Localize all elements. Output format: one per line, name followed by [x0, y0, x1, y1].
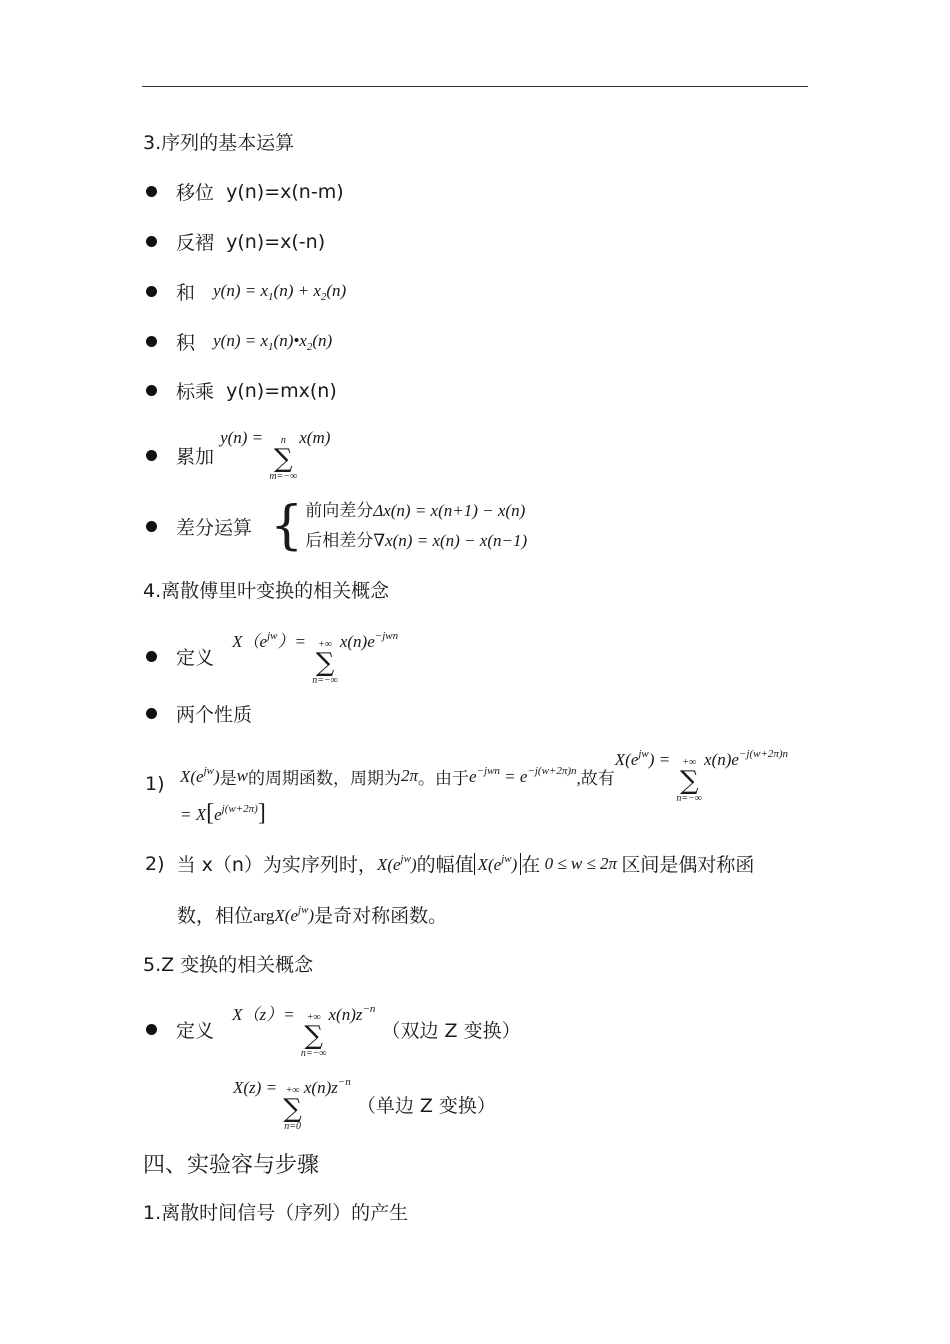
bullet-icon — [146, 186, 157, 197]
z-def-label: 定义 — [176, 1020, 215, 1042]
list-item-sum — [146, 278, 346, 305]
section-heading-four: 四、实验容与步骤 — [143, 1153, 320, 1178]
prop2-line1: 2) 当 x（n）为实序列时， $X(e^{jw})$ 的幅值 $X(e^{jw})$ 在 0 ≤ w ≤ 2π 区间是偶对称函 — [145, 852, 755, 876]
diff-formulas — [305, 496, 527, 556]
z-unilateral-row — [233, 1076, 496, 1132]
scale-formula: y(n)=mx(n) — [226, 379, 337, 402]
bullet-icon — [146, 450, 157, 461]
list-item-accum — [146, 428, 330, 482]
forward-diff: 前向差分Δx(n) = x(n+1) − x(n) — [305, 501, 526, 520]
diff-label: 差分运算 — [176, 516, 253, 539]
bullet-icon — [146, 651, 157, 662]
list-item-fold — [146, 228, 325, 255]
section-heading-4: 4.离散傅里叶变换的相关概念 — [143, 580, 390, 602]
shift-formula: y(n)=x(n-m) — [226, 180, 344, 203]
list-item-dtft-def — [146, 627, 398, 686]
fold-label: 反褶 — [176, 232, 215, 254]
dtft-def-label: 定义 — [176, 647, 215, 669]
z-bilateral-label: （双边 Z 变换） — [381, 1020, 521, 1042]
prop2-line2: 数，相位 $argX(e^{jw})$ 是奇对称函数。 — [177, 903, 448, 927]
list-item-scale — [146, 377, 337, 404]
list-item-props — [146, 700, 252, 727]
bullet-icon — [146, 236, 157, 247]
bullet-icon — [146, 385, 157, 396]
z-unilateral-label: （单边 Z 变换） — [356, 1094, 496, 1117]
list-item-product — [146, 328, 332, 355]
shift-label: 移位 — [176, 182, 215, 204]
prop1-line2: = $X[e^{j(w+2\pi)}]$ — [180, 800, 266, 826]
backward-diff: 后相差分∇x(n) = x(n) − x(n−1) — [305, 531, 528, 550]
accum-label: 累加 — [176, 445, 215, 468]
section-heading-5: 5.Z 变换的相关概念 — [143, 954, 314, 976]
brace-icon: { — [270, 496, 304, 556]
bullet-icon — [146, 708, 157, 719]
bullet-icon — [146, 1024, 157, 1035]
accum-formula: y(n) = n ∑ m=−∞ x(m) — [220, 428, 331, 482]
bullet-icon — [146, 286, 157, 297]
list-item-diff — [146, 496, 527, 556]
subsection-heading-1: 1.离散时间信号（序列）的产生 — [143, 1202, 409, 1224]
list-item-shift — [146, 178, 344, 205]
section-heading-3: 3.序列的基本运算 — [143, 132, 295, 154]
bullet-icon — [146, 336, 157, 347]
prop1-line1: $X(e^{jw})$ 是 w 的周期函数，周期为 2π 。由于 $e^{-jwn} = e^{-j(w+2\pi)n}$ ,故有 $X(e^{jw})$ = +∞ ∑ n=−∞ $x(n)e^{-j(w+2\pi)n}$ — [180, 748, 789, 804]
sum-label: 和 — [176, 282, 196, 304]
product-formula: $y(n) = x_1(n)•x_2(n)$ — [213, 330, 333, 353]
z-unilateral-formula: X(z) = +∞ ∑ n=0 $x(n)z^{-n}$ — [233, 1076, 351, 1132]
sum-formula: $y(n) = x_1(n) + x_2(n)$ — [213, 280, 347, 303]
scale-label: 标乘 — [176, 381, 215, 403]
prop1-number: 1) — [145, 773, 165, 795]
bullet-icon — [146, 521, 157, 532]
props-label: 两个性质 — [176, 704, 253, 726]
list-item-z-def — [146, 1000, 521, 1059]
z-bilateral-formula: X（z）= +∞ ∑ n=−∞ $x(n)z^{-n}$ — [232, 1003, 376, 1059]
fold-formula: y(n)=x(-n) — [226, 230, 326, 253]
header-rule — [142, 86, 808, 87]
dtft-formula: $X(e^{jw})=$ +∞ ∑ n=−∞ $x(n)e^{-jwn}$ — [232, 630, 399, 686]
product-label: 积 — [176, 332, 196, 354]
